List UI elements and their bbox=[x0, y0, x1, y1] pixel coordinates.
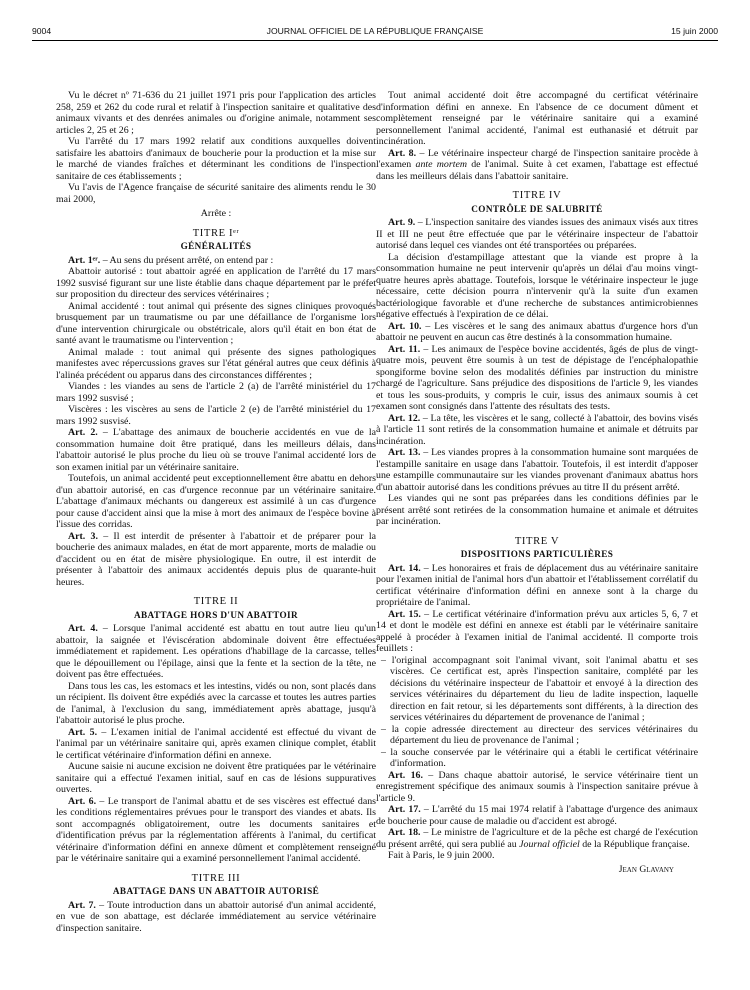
article-paragraph: Toutefois, un animal accidenté peut exceptionnellement être abattu en dehors d'un abattoir autorisé, en cas d'urgence reconnue par un vétérinaire sanitaire. L'abattage d'animaux méchants ou dangereux est assimilé à un cas d'urgence pour cause d'accident ainsi que la mise à mort des animaux de l'espèce bovine à l'issue des corridas. bbox=[56, 473, 376, 530]
article-label: Art. 13. bbox=[388, 447, 421, 458]
article-paragraph: Art. 12. – La tête, les viscères et le sang, collecté à l'abattoir, des bovins visés à l'article 11 sont retirés de la consommation humaine et animale et détruits par incinération. bbox=[376, 412, 698, 447]
arrete-heading: Arrête : bbox=[200, 208, 232, 219]
page-header bbox=[32, 26, 718, 40]
article-label: Art. 16. bbox=[388, 769, 423, 781]
title-heading: TITRE IV bbox=[512, 190, 562, 201]
visa-paragraph: Vu l'arrêté du 17 mars 1992 relatif aux conditions auxquelles doivent satisfaire les abattoirs d'animaux de boucherie pour la production et la mise sur le marché de viandes fraîches et déterminant les conditions de l'inspection sanitaire de ces établissements ; bbox=[56, 136, 376, 182]
article-label: Art. 4. bbox=[68, 623, 98, 634]
list-item: – l'original accompagnant soit l'animal vivant, soit l'animal abattu et ses viscères. Ce certificat est, après l'inspection sanitaire, complété par les décisions du vétérinaire inspecteur de l'abattoir et envoyé à la direction des services vétérinaires du département du lieu de ladite inspection, laquelle direction en fait retour, si les départements sont différents, à la direction des services vétérinaires du département de provenance de l'animal ; bbox=[381, 654, 698, 723]
issue-date: 15 juin 2000 bbox=[671, 26, 718, 36]
article-label: Art. 1ᵉʳ. bbox=[68, 254, 101, 266]
definition-paragraph: Viscères : les viscères au sens de l'article 2 (e) de l'arrêté ministériel du 17 mars 1992 susvisé. bbox=[56, 404, 376, 427]
visa-paragraph: Vu le décret nº 71-636 du 21 juillet 1971 pris pour l'application des articles 258, 259 et 262 du code rural et relatif à l'inspection sanitaire et qualitative des animaux vivants et des denrées animales ou d'origine animale, notamment ses articles 2, 25 et 26 ; bbox=[56, 90, 376, 136]
header-rule bbox=[32, 40, 718, 41]
article-label: Art. 9. bbox=[388, 217, 416, 228]
article-paragraph: Art. 1ᵉʳ. – Au sens du présent arrêté, on entend par : bbox=[68, 254, 274, 266]
article-label: Art. 18. bbox=[388, 827, 421, 838]
article-label: Art. 11. bbox=[388, 343, 421, 355]
article-paragraph: Dans tous les cas, les estomacs et les intestins, vidés ou non, sont placés dans un récipient. Ils doivent être expédiés avec la carcasse et toutes les autres parties de l'animal, à l'exclusion du sang, immédiatement après abattage, jusqu'à l'abattoir autorisé le plus proche. bbox=[56, 680, 376, 726]
definition-paragraph: Animal malade : tout animal qui présente des signes pathologiques manifestes avec répercussions graves sur l'état général autres que ceux définis à l'alinéa précédent ou apparus dans des circonstances différentes ; bbox=[56, 346, 376, 381]
article-paragraph: Art. 8. – Le vétérinaire inspecteur chargé de l'inspection sanitaire procède à l'examen ante mortem de l'animal. Suite à cet examen, l'abattage est effectué dans les meilleurs délais dans l'abattoir sanitaire. bbox=[376, 147, 698, 182]
article-label: Art. 14. bbox=[388, 562, 421, 574]
title-heading: TITRE V bbox=[514, 535, 560, 547]
article-paragraph: Tout animal accidenté doit être accompagné du certificat vétérinaire d'information défini en annexe. En l'absence de ce document dûment et complètement renseigné par le vétérinaire sanitaire qui a examiné personnellement l'animal accidenté, l'animal est euthanasié et détruit par incinération. bbox=[376, 90, 698, 147]
journal-title: JOURNAL OFFICIEL DE LA RÉPUBLIQUE FRANÇAISE bbox=[266, 26, 484, 36]
article-paragraph: Art. 14. – Les honoraires et frais de déplacement dus au vétérinaire sanitaire pour l'examen initial de l'animal hors d'un abattoir et l'établissement corrélatif du certificat vétérinaire d'information défini en annexe sont à la charge du propriétaire de l'animal. bbox=[376, 562, 698, 608]
article-paragraph: La décision d'estampillage attestant que la viande est propre à la consommation humaine ne peut intervenir qu'après un délai d'au moins vingt-quatre heures après abattage. Toutefois, lorsque le vétérinaire inspecteur le juge nécessaire, cette décision pourra n'intervenir qu'à la suite d'un examen bactériologique favorable et d'une recherche de substances antimicrobiennes négative effectués à l'expiration de ce délai. bbox=[376, 251, 698, 320]
article-label: Art. 17. bbox=[388, 804, 421, 815]
article-paragraph: Art. 2. – L'abattage des animaux de boucherie accidentés en vue de la consommation humaine doit être pratiqué, dans les meilleurs délais, dans l'abattoir autorisé le plus proche du lieu où se trouve l'animal accidenté lors de son examen initial par un vétérinaire sanitaire. bbox=[56, 427, 376, 473]
article-paragraph: Art. 3. – Il est interdit de présenter à l'abattoir et de préparer pour la boucherie des animaux malades, en état de mort apparente, morts de maladie ou d'accident ou en état de misère physiologique. En outre, il est interdit de présenter à l'abattoir des animaux accidentés depuis plus de quarante-huit heures. bbox=[56, 530, 376, 588]
article-label: Art. 12. bbox=[388, 412, 421, 424]
feuillets-list bbox=[376, 655, 698, 770]
article-paragraph: Art. 16. – Dans chaque abattoir autorisé, le service vétérinaire tient un enregistrement spécifique des animaux soumis à l'inspection sanitaire prévue à l'article 9. bbox=[376, 769, 699, 804]
article-paragraph: Aucune saisie ni aucune excision ne doivent être pratiquées par le vétérinaire sanitaire qui a effectué l'examen initial, sauf en cas de lésions suppuratives ouvertes. bbox=[56, 761, 376, 795]
title-heading: TITRE II bbox=[193, 596, 239, 607]
title-subheading: ABATTAGE DANS UN ABATTOIR AUTORISÉ bbox=[112, 886, 320, 896]
title-subheading: ABATTAGE HORS D'UN ABATTOIR bbox=[133, 609, 299, 620]
article-paragraph: Art. 4. – Lorsque l'animal accidenté est abattu en tout autre lieu qu'un abattoir, la saignée et l'éviscération abdominale doivent être effectuées immédiatement et rapidement. Les opérations d'habillage de la carcasse, telles que le dépouillement ou l'épilage, ainsi que la fente et la section de la tête, ne doivent pas être effectuées. bbox=[56, 623, 376, 680]
title-heading: TITRE III bbox=[191, 872, 241, 884]
article-paragraph: Art. 15. – Le certificat vétérinaire d'information prévu aux articles 5, 6, 7 et 14 et dont le modèle est défini en annexe est établi par le vétérinaire sanitaire appelé à procéder à l'examen initial de l'animal accidenté. Il comporte trois feuillets : bbox=[376, 608, 698, 654]
article-paragraph: Art. 11. – Les animaux de l'espèce bovine accidentés, âgés de plus de vingt-quatre mois, peuvent être soumis à un test de dépistage de l'encéphalopathie spongiforme bovine selon des modalités définies par instruction du ministre chargé de l'agriculture. Sans préjudice des dispositions de l'article 9, les viandes et tous les sous-produits, y compris le cuir, issus des animaux soumis à cet examen sont consignés dans l'attente des résultats des tests. bbox=[376, 343, 698, 412]
article-paragraph: Art. 18. – Le ministre de l'agriculture et de la pêche est chargé de l'exécution du présent arrêté, qui sera publié au Journal officiel de la République française. bbox=[376, 827, 698, 850]
article-paragraph: Art. 5. – L'examen initial de l'animal accidenté est effectué du vivant de l'animal par un vétérinaire sanitaire qui, après examen clinique complet, établit le certificat vétérinaire d'information défini en annexe. bbox=[56, 726, 376, 761]
definition-paragraph: Viandes : les viandes au sens de l'article 2 (a) de l'arrêté ministériel du 17 mars 1992 susvisé ; bbox=[56, 381, 376, 404]
article-paragraph: Art. 13. – Les viandes propres à la consommation humaine sont marquées de l'estampille sanitaire en usage dans l'abattoir. Toutefois, il est interdit d'apposer une estampille communautaire sur les viandes provenant d'animaux abattus hors d'un abattoir autorisé dans les conditions prévues au titre II du présent arrêté. bbox=[376, 447, 698, 493]
article-label: Art. 2. bbox=[68, 427, 98, 438]
title-subheading: CONTRÔLE DE SALUBRITÉ bbox=[471, 203, 603, 214]
left-column bbox=[56, 90, 376, 934]
article-label: Art. 7. bbox=[68, 899, 96, 911]
article-paragraph: Art. 10. – Les viscères et le sang des animaux abattus d'urgence hors d'un abattoir ne peuvent en aucun cas être destinés à la consommation humaine. bbox=[376, 320, 698, 343]
page-number: 9004 bbox=[32, 26, 52, 36]
list-item: – la souche conservée par le vétérinaire qui a établi le certificat vétérinaire d'information. bbox=[381, 746, 698, 769]
article-label: Art. 8. bbox=[388, 147, 417, 159]
article-paragraph: Les viandes qui ne sont pas préparées dans les conditions définies par le présent arrêté sont retirées de la consommation humaine et animale et détruites par incinération. bbox=[376, 493, 698, 527]
article-label: Art. 15. bbox=[388, 608, 421, 620]
signature: Jean Glavany bbox=[618, 863, 674, 875]
article-paragraph: Art. 7. – Toute introduction dans un abattoir autorisé d'un animal accidenté, en vue de son abattage, est déclarée immédiatement au service vétérinaire d'inspection sanitaire. bbox=[56, 899, 376, 934]
definition-paragraph: Animal accidenté : tout animal qui présente des signes cliniques provoqués brusquement par un traumatisme ou par une défaillance de l'organisme lors d'une intervention chirurgicale ou obstétricale, alors qu'il était en bon état de santé avant le traumatisme ou l'intervention ; bbox=[56, 300, 376, 346]
title-subheading: DISPOSITIONS PARTICULIÈRES bbox=[460, 549, 614, 559]
article-label: Art. 5. bbox=[68, 726, 98, 738]
title-subheading: GÉNÉRALITÉS bbox=[180, 241, 252, 251]
article-label: Art. 6. bbox=[68, 795, 97, 807]
right-column bbox=[376, 90, 698, 875]
title-heading: TITRE Iᵉʳ bbox=[192, 227, 240, 239]
article-paragraph: Art. 6. – Le transport de l'animal abattu et de ses viscères est effectué dans les conditions réglementaires prévues pour le transport des viandes et abats. Ils sont accompagnés obligatoirement, outre les documents sanitaires et d'identification prévus par la réglementation afférents à l'animal, du certificat vétérinaire d'information défini en annexe dûment et complètement renseigné par le vétérinaire sanitaire qui a examiné personnellement l'animal accidenté. bbox=[56, 795, 376, 864]
italic-term: Journal officiel bbox=[519, 838, 580, 850]
list-item: – la copie adressée directement au directeur des services vétérinaires du département du lieu de provenance de l'animal ; bbox=[381, 723, 698, 746]
article-paragraph: Art. 9. – L'inspection sanitaire des viandes issues des animaux visés aux titres II et III ne peut être effectuée que par le vétérinaire inspecteur de l'abattoir autorisé dans lequel ces viandes ont été transportées ou préparées. bbox=[376, 217, 698, 251]
article-label: Art. 10. bbox=[388, 320, 422, 332]
article-paragraph: Art. 17. – L'arrêté du 15 mai 1974 relatif à l'abattage d'urgence des animaux de boucherie pour cause de maladie ou d'accident est abrogé. bbox=[376, 804, 698, 827]
article-label: Art. 3. bbox=[68, 530, 98, 542]
definition-paragraph: Abattoir autorisé : tout abattoir agréé en application de l'arrêté du 17 mars 1992 susvisé figurant sur une liste établie dans chaque département par le préfet sur proposition du directeur des services vétérinaires ; bbox=[56, 266, 376, 300]
fait-line: Fait à Paris, le 9 juin 2000. bbox=[388, 850, 495, 861]
italic-term: ante mortem bbox=[415, 159, 467, 170]
visa-paragraph: Vu l'avis de l'Agence française de sécurité sanitaire des aliments rendu le 30 mai 2000, bbox=[56, 182, 376, 205]
